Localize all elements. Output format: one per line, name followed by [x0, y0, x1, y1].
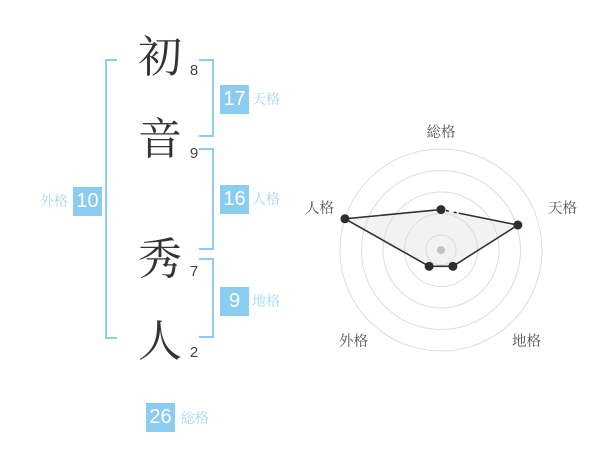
radar-center-dot: [437, 246, 445, 254]
gaikaku-value-badge: 10: [73, 187, 102, 216]
name-character-3: 秀: [138, 235, 182, 284]
soukaku-value-badge: 26: [146, 403, 175, 432]
radar-axis-label: 総格: [426, 125, 456, 141]
chikaku-label: 地格: [252, 293, 280, 309]
tenkaku-label: 天格: [252, 91, 280, 107]
radar-axis-label: 天格: [548, 201, 577, 217]
radar-point: [425, 262, 434, 271]
radar-point: [340, 214, 349, 223]
radar-axis-label: 地格: [512, 334, 541, 350]
radar-point: [437, 205, 446, 214]
stroke-count-4: 2: [189, 344, 199, 361]
stroke-count-3: 7: [189, 263, 199, 280]
radar-axis-label: 外格: [339, 334, 368, 350]
tenkaku-value-badge: 17: [220, 85, 249, 114]
name-character-4: 人: [138, 317, 182, 366]
jinkaku-value-badge: 16: [220, 185, 249, 214]
radar-point: [513, 221, 522, 230]
soukaku-label: 総格: [181, 410, 209, 426]
name-character-2: 音: [138, 115, 182, 164]
stroke-count-1: 8: [189, 62, 199, 79]
jinkaku-label: 人格: [252, 191, 280, 207]
name-character-1: 初: [138, 33, 182, 82]
stroke-count-2: 9: [189, 145, 199, 162]
radar-point: [448, 262, 457, 271]
chikaku-value-badge: 9: [220, 287, 249, 316]
gaikaku-label: 外格: [40, 193, 68, 209]
radar-polygon-fill: [345, 210, 518, 267]
radar-axis-label: 人格: [305, 201, 334, 217]
